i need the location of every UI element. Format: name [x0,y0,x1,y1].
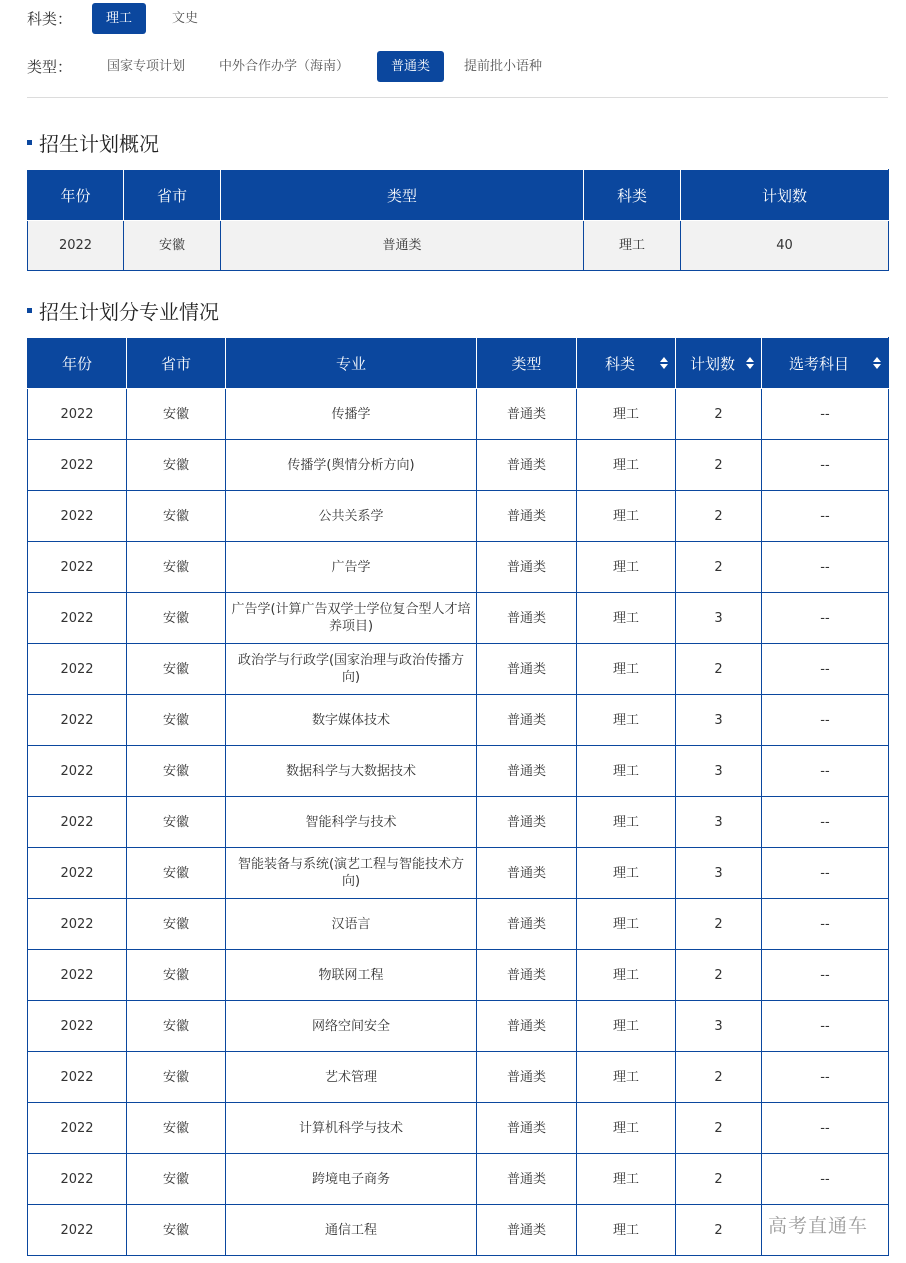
cell-province: 安徽 [127,1205,226,1256]
table-row [28,695,889,746]
majors-section-title [27,296,219,325]
table-row [28,593,889,644]
table-row [28,746,889,797]
cell-province: 安徽 [127,746,226,797]
cell-type: 普通类 [477,1154,577,1205]
cell-type: 普通类 [477,644,577,695]
cell-category: 理工 [577,848,676,899]
cell-province: 安徽 [127,950,226,1001]
cell-type: 普通类 [477,1052,577,1103]
cell-province: 安徽 [127,542,226,593]
cell-subjects: -- [762,491,889,542]
leixing-option-tiqian[interactable]: 提前批小语种 [464,59,543,74]
majors-header-major: 专业 [226,338,477,389]
cell-subjects: -- [762,950,889,1001]
cell-type: 普通类 [477,389,577,440]
table-row [28,542,889,593]
cell-year: 2022 [28,491,127,542]
majors-header-plan[interactable] [676,338,762,389]
majors-title-text: 招生计划分专业情况 [39,300,219,324]
cell-year: 2022 [28,950,127,1001]
sort-icon[interactable] [660,357,668,369]
overview-header-year: 年份 [28,170,124,221]
table-row [28,440,889,491]
majors-table [27,337,889,1256]
cell-plan: 2 [676,644,762,695]
cell-plan: 2 [676,899,762,950]
cell-year: 2022 [28,695,127,746]
majors-header-subjects-label: 选考科目 [788,354,849,373]
overview-header-plan: 计划数 [681,170,889,221]
cell-category: 理工 [577,1154,676,1205]
cell-major: 跨境电子商务 [226,1154,477,1205]
cell-subjects: -- [762,1103,889,1154]
table-row [28,797,889,848]
sort-icon[interactable] [746,357,754,369]
table-row [28,1001,889,1052]
cell-subjects: -- [762,746,889,797]
cell-plan: 3 [676,848,762,899]
cell-year: 2022 [28,644,127,695]
cell-year: 2022 [28,542,127,593]
cell-plan: 2 [676,440,762,491]
majors-header-plan-label: 计划数 [689,354,735,373]
title-marker-icon [27,140,32,145]
cell-type: 普通类 [477,1001,577,1052]
cell-category: 理工 [577,389,676,440]
cell-plan: 2 [676,1205,762,1256]
cell-year: 2022 [28,1001,127,1052]
cell-category: 理工 [577,950,676,1001]
cell-type: 普通类 [477,542,577,593]
cell-year: 2022 [28,389,127,440]
cell-major: 智能装备与系统(演艺工程与智能技术方向) [226,848,477,899]
cell-subjects: -- [762,899,889,950]
cell-plan: 2 [676,950,762,1001]
cell-category: 理工 [577,746,676,797]
cell-province: 安徽 [127,695,226,746]
cell-category: 理工 [577,644,676,695]
overview-cell-year: 2022 [28,221,124,271]
cell-province: 安徽 [127,1103,226,1154]
cell-type: 普通类 [477,440,577,491]
majors-header-row [28,338,889,389]
cell-type: 普通类 [477,695,577,746]
overview-cell-category: 理工 [584,221,681,271]
cell-subjects: -- [762,440,889,491]
cell-year: 2022 [28,1103,127,1154]
kelei-option-ligong[interactable]: 理工 [92,3,146,34]
leixing-option-putong[interactable]: 普通类 [377,51,444,82]
leixing-option-zhongwai[interactable]: 中外合作办学（海南） [219,59,350,74]
table-row [28,389,889,440]
cell-plan: 3 [676,695,762,746]
majors-header-year: 年份 [28,338,127,389]
cell-subjects: -- [762,593,889,644]
cell-major: 汉语言 [226,899,477,950]
cell-year: 2022 [28,848,127,899]
table-row [28,1103,889,1154]
cell-major: 数字媒体技术 [226,695,477,746]
overview-section-title [27,128,159,157]
cell-major: 艺术管理 [226,1052,477,1103]
cell-year: 2022 [28,746,127,797]
overview-header-province: 省市 [124,170,221,221]
overview-cell-plan: 40 [681,221,889,271]
cell-province: 安徽 [127,848,226,899]
table-row [28,848,889,899]
cell-province: 安徽 [127,644,226,695]
cell-plan: 2 [676,1052,762,1103]
cell-subjects: -- [762,1052,889,1103]
cell-year: 2022 [28,1205,127,1256]
cell-plan: 3 [676,1001,762,1052]
cell-type: 普通类 [477,797,577,848]
cell-major: 数据科学与大数据技术 [226,746,477,797]
cell-plan: 3 [676,593,762,644]
cell-category: 理工 [577,1103,676,1154]
majors-header-province: 省市 [127,338,226,389]
cell-subjects: -- [762,695,889,746]
cell-category: 理工 [577,899,676,950]
cell-subjects: -- [762,644,889,695]
overview-title-text: 招生计划概况 [39,132,159,156]
cell-category: 理工 [577,593,676,644]
cell-major: 政治学与行政学(国家治理与政治传播方向) [226,644,477,695]
cell-category: 理工 [577,695,676,746]
cell-plan: 3 [676,797,762,848]
cell-major: 传播学(舆情分析方向) [226,440,477,491]
overview-cell-type: 普通类 [221,221,584,271]
cell-year: 2022 [28,440,127,491]
cell-major: 广告学 [226,542,477,593]
cell-plan: 2 [676,1103,762,1154]
cell-major: 智能科学与技术 [226,797,477,848]
filter-divider [27,97,888,98]
cell-province: 安徽 [127,797,226,848]
cell-year: 2022 [28,797,127,848]
cell-major: 广告学(计算广告双学士学位复合型人才培养项目) [226,593,477,644]
cell-plan: 2 [676,1154,762,1205]
sort-icon[interactable] [873,357,881,369]
cell-category: 理工 [577,1205,676,1256]
watermark-text: 高考直通车 [768,1215,869,1237]
table-row [28,1052,889,1103]
cell-year: 2022 [28,1154,127,1205]
cell-subjects: -- [762,389,889,440]
cell-type: 普通类 [477,746,577,797]
cell-subjects: -- [762,1154,889,1205]
cell-type: 普通类 [477,950,577,1001]
table-row [28,950,889,1001]
cell-year: 2022 [28,899,127,950]
cell-category: 理工 [577,542,676,593]
majors-header-type: 类型 [477,338,577,389]
cell-major: 公共关系学 [226,491,477,542]
cell-category: 理工 [577,1052,676,1103]
cell-plan: 3 [676,746,762,797]
cell-type: 普通类 [477,1205,577,1256]
table-row [28,491,889,542]
leixing-filter [27,51,556,82]
cell-type: 普通类 [477,899,577,950]
cell-subjects: -- [762,542,889,593]
cell-province: 安徽 [127,899,226,950]
cell-major: 物联网工程 [226,950,477,1001]
cell-province: 安徽 [127,1001,226,1052]
table-row [28,899,889,950]
title-marker-icon [27,308,32,313]
leixing-option-guojia[interactable]: 国家专项计划 [107,59,186,74]
cell-major: 通信工程 [226,1205,477,1256]
overview-cell-province: 安徽 [124,221,221,271]
leixing-filter-label: 类型： [27,58,73,76]
table-row [28,644,889,695]
cell-province: 安徽 [127,389,226,440]
cell-plan: 2 [676,389,762,440]
majors-header-subjects[interactable] [762,338,889,389]
table-row [28,1154,889,1205]
cell-type: 普通类 [477,848,577,899]
kelei-filter [27,3,212,34]
cell-major: 传播学 [226,389,477,440]
cell-year: 2022 [28,593,127,644]
overview-header-row [28,170,889,221]
overview-header-type: 类型 [221,170,584,221]
cell-category: 理工 [577,797,676,848]
overview-row [28,221,889,271]
cell-subjects: -- [762,1001,889,1052]
kelei-option-wenshi[interactable]: 文史 [172,11,199,26]
cell-subjects: -- [762,848,889,899]
cell-province: 安徽 [127,593,226,644]
cell-province: 安徽 [127,440,226,491]
cell-type: 普通类 [477,593,577,644]
cell-major: 网络空间安全 [226,1001,477,1052]
majors-header-category[interactable] [577,338,676,389]
cell-year: 2022 [28,1052,127,1103]
cell-category: 理工 [577,440,676,491]
cell-type: 普通类 [477,491,577,542]
kelei-filter-label: 科类： [27,10,73,28]
cell-category: 理工 [577,1001,676,1052]
overview-header-category: 科类 [584,170,681,221]
cell-province: 安徽 [127,1052,226,1103]
cell-major: 计算机科学与技术 [226,1103,477,1154]
cell-province: 安徽 [127,1154,226,1205]
cell-plan: 2 [676,491,762,542]
table-row [28,1205,889,1256]
majors-header-category-label: 科类 [604,354,635,373]
cell-plan: 2 [676,542,762,593]
cell-province: 安徽 [127,491,226,542]
cell-category: 理工 [577,491,676,542]
cell-subjects: -- [762,797,889,848]
cell-type: 普通类 [477,1103,577,1154]
overview-table [27,169,889,271]
